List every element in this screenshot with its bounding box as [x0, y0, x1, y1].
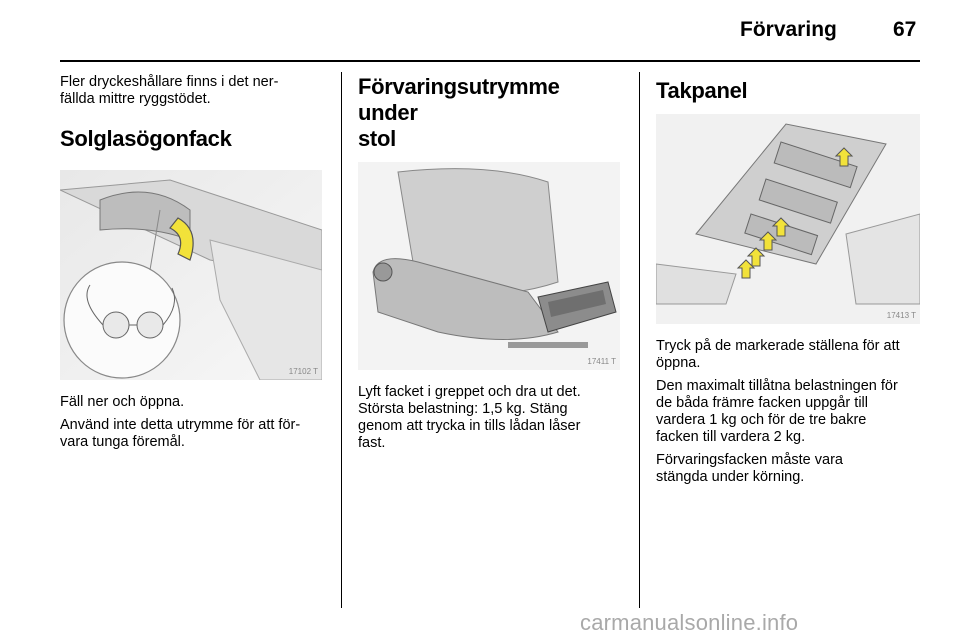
figure-code: 17411 T [587, 357, 616, 366]
heading-line-1: Förvaringsutrymme under [358, 74, 560, 125]
paragraph-closed-while-driving [656, 452, 918, 486]
roof-panel-illustration [656, 114, 920, 324]
page-number: 67 [893, 18, 917, 41]
intro-paragraph [60, 74, 322, 108]
figure-code: 17413 T [886, 311, 916, 320]
warning-line-2: vara tunga föremål. [60, 434, 185, 450]
page-header-title: Förvaring [740, 18, 837, 41]
figure-code: 17102 T [288, 367, 318, 376]
load-line-2: de båda främre facken uppgår till [656, 395, 868, 411]
drawer-line-4: fast. [358, 435, 386, 451]
section-heading-solglasogonfack: Solglasögonfack [60, 126, 232, 151]
load-line-3: vardera 1 kg och för de tre bakre [656, 412, 867, 428]
column-divider-2 [639, 72, 640, 608]
closed-line-2: stängda under körning. [656, 469, 805, 485]
warning-line-1: Använd inte detta utrymme för att för- [60, 417, 301, 433]
column-2 [358, 74, 620, 458]
column-divider-1 [341, 72, 342, 608]
closed-line-1: Förvaringsfacken måste vara [656, 452, 843, 468]
paragraph-drawer-instructions [358, 384, 620, 452]
section-heading-takpanel: Takpanel [656, 78, 748, 103]
press-line-2: öppna. [656, 355, 701, 371]
intro-line-1: Fler dryckeshållare finns i det ner- [60, 74, 279, 90]
drawer-line-3: genom att trycka in tills lådan låser [358, 418, 581, 434]
paragraph-max-load [656, 378, 918, 446]
figure-under-seat-drawer [358, 162, 620, 370]
figure-sunglasses-compartment [60, 170, 322, 380]
load-line-4: facken till vardera 2 kg. [656, 429, 806, 445]
section-heading-forvaringsutrymme [358, 74, 620, 152]
watermark: carmanualsonline.info [580, 610, 799, 635]
drawer-line-1: Lyft facket i greppet och dra ut det. [358, 384, 581, 400]
paragraph-open-instruction: Fäll ner och öppna. [60, 394, 185, 410]
under-seat-drawer-illustration [358, 162, 620, 370]
press-line-1: Tryck på de markerade ställena för att [656, 338, 900, 354]
column-1 [60, 74, 322, 457]
figure-roof-panel [656, 114, 920, 324]
paragraph-heavy-items-warning [60, 417, 322, 451]
column-3 [656, 74, 918, 492]
intro-line-2: fällda mittre ryggstödet. [60, 91, 211, 107]
paragraph-press-to-open [656, 338, 918, 372]
heading-line-2: stol [358, 126, 396, 151]
load-line-1: Den maximalt tillåtna belastningen för [656, 378, 898, 394]
header-rule [60, 60, 920, 62]
drawer-line-2: Största belastning: 1,5 kg. Stäng [358, 401, 568, 417]
sunglasses-compartment-illustration [60, 170, 322, 380]
